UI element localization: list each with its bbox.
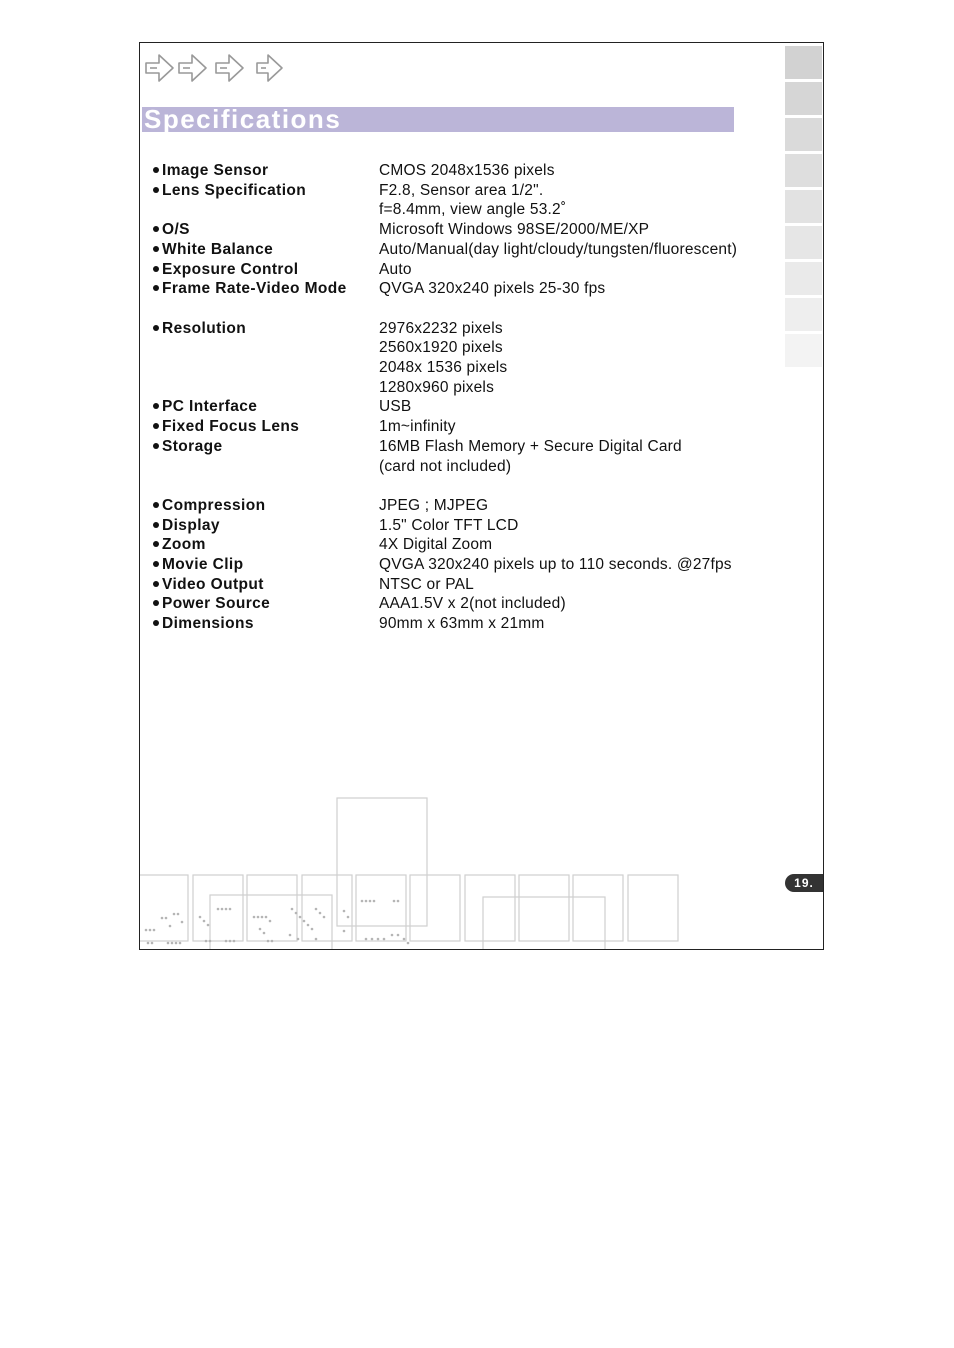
spec-row <box>153 397 813 417</box>
spec-value: CMOS 2048x1536 pixels <box>379 162 555 179</box>
spec-value: 2560x1920 pixels <box>379 339 503 357</box>
spec-row <box>153 240 813 260</box>
spec-value: AAA1.5V x 2(not included) <box>379 595 566 613</box>
spec-row <box>153 417 813 437</box>
bullet-icon <box>153 187 159 193</box>
spec-row <box>153 260 813 280</box>
spec-row <box>153 319 813 398</box>
spec-value: 4X Digital Zoom <box>379 536 493 554</box>
spec-row <box>153 555 813 575</box>
bullet-icon <box>153 285 159 291</box>
bullet-icon <box>153 522 159 528</box>
spacer <box>153 299 813 319</box>
bullet-icon <box>153 266 159 272</box>
grid-pattern-decoration <box>140 793 700 949</box>
spec-value: NTSC or PAL <box>379 575 474 593</box>
bullet-icon <box>153 581 159 587</box>
spec-value: f=8.4mm, view angle 53.2˚ <box>379 201 567 219</box>
spec-label: Power Source <box>162 595 271 613</box>
bullet-icon <box>153 325 159 331</box>
side-tab <box>785 46 822 79</box>
spec-label: Storage <box>162 437 223 455</box>
spec-label: Zoom <box>162 536 206 554</box>
spec-value: 1m~infinity <box>379 418 456 436</box>
bullet-icon <box>153 246 159 252</box>
spec-value: 1.5" Color TFT LCD <box>379 516 519 534</box>
bullet-icon <box>153 561 159 567</box>
spec-row <box>153 535 813 555</box>
spec-value: 2048x 1536 pixels <box>379 359 508 377</box>
spec-value: 90mm x 63mm x 21mm <box>379 615 545 633</box>
spacer <box>153 476 813 496</box>
page-number-badge: 19. <box>785 874 823 892</box>
spec-value: F2.8, Sensor area 1/2". <box>379 181 544 199</box>
spec-label: Movie Clip <box>162 556 244 574</box>
spec-row <box>153 181 813 220</box>
spec-value: (card not included) <box>379 457 512 475</box>
spec-label: Frame Rate-Video Mode <box>162 280 347 298</box>
spec-label: Lens Specification <box>162 181 307 199</box>
spec-row <box>153 496 813 516</box>
side-tab <box>785 118 822 151</box>
spec-value: Auto/Manual(day light/cloudy/tungsten/fluorescent) <box>379 240 738 258</box>
arrow-decoration-icon <box>143 49 293 89</box>
spec-value: 16MB Flash Memory + Secure Digital Card <box>379 437 682 455</box>
spec-value: USB <box>379 398 412 416</box>
spec-label: Fixed Focus Lens <box>162 418 300 436</box>
spec-value: 2976x2232 pixels <box>379 319 503 337</box>
bullet-icon <box>153 167 159 173</box>
spec-label: White Balance <box>162 240 274 258</box>
bullet-icon <box>153 502 159 508</box>
spec-row <box>153 575 813 595</box>
spec-value: 1280x960 pixels <box>379 378 495 396</box>
page-title: Specifications <box>144 104 342 134</box>
bullet-icon <box>153 541 159 547</box>
spec-label: Resolution <box>162 319 247 337</box>
spec-label: Exposure Control <box>162 260 299 278</box>
bullet-icon <box>153 403 159 409</box>
spec-row <box>153 437 813 476</box>
spec-label: Compression <box>162 496 266 514</box>
spec-value: JPEG ; MJPEG <box>379 496 489 514</box>
side-tab <box>785 82 822 115</box>
spec-row <box>153 594 813 614</box>
spec-label: Dimensions <box>162 615 254 633</box>
bullet-icon <box>153 600 159 606</box>
spec-value: QVGA 320x240 pixels up to 110 seconds. @27fps <box>379 556 732 574</box>
bullet-icon <box>153 443 159 449</box>
title-bar <box>142 104 734 134</box>
spec-label: Image Sensor <box>162 162 269 179</box>
spec-row <box>153 516 813 536</box>
page-frame <box>139 42 824 950</box>
spec-value: Auto <box>379 260 412 278</box>
spec-row <box>153 279 813 299</box>
spec-value: Microsoft Windows 98SE/2000/ME/XP <box>379 221 650 239</box>
spec-value: QVGA 320x240 pixels 25-30 fps <box>379 280 606 298</box>
bullet-icon <box>153 226 159 232</box>
bullet-icon <box>153 423 159 429</box>
bullet-icon <box>153 620 159 626</box>
spec-row <box>153 614 813 634</box>
spec-label: Display <box>162 516 220 534</box>
spec-row <box>153 220 813 240</box>
spec-label: PC Interface <box>162 398 258 416</box>
spec-list <box>153 161 813 634</box>
spec-row <box>153 161 813 181</box>
spec-label: O/S <box>162 221 190 239</box>
spec-label: Video Output <box>162 575 264 593</box>
